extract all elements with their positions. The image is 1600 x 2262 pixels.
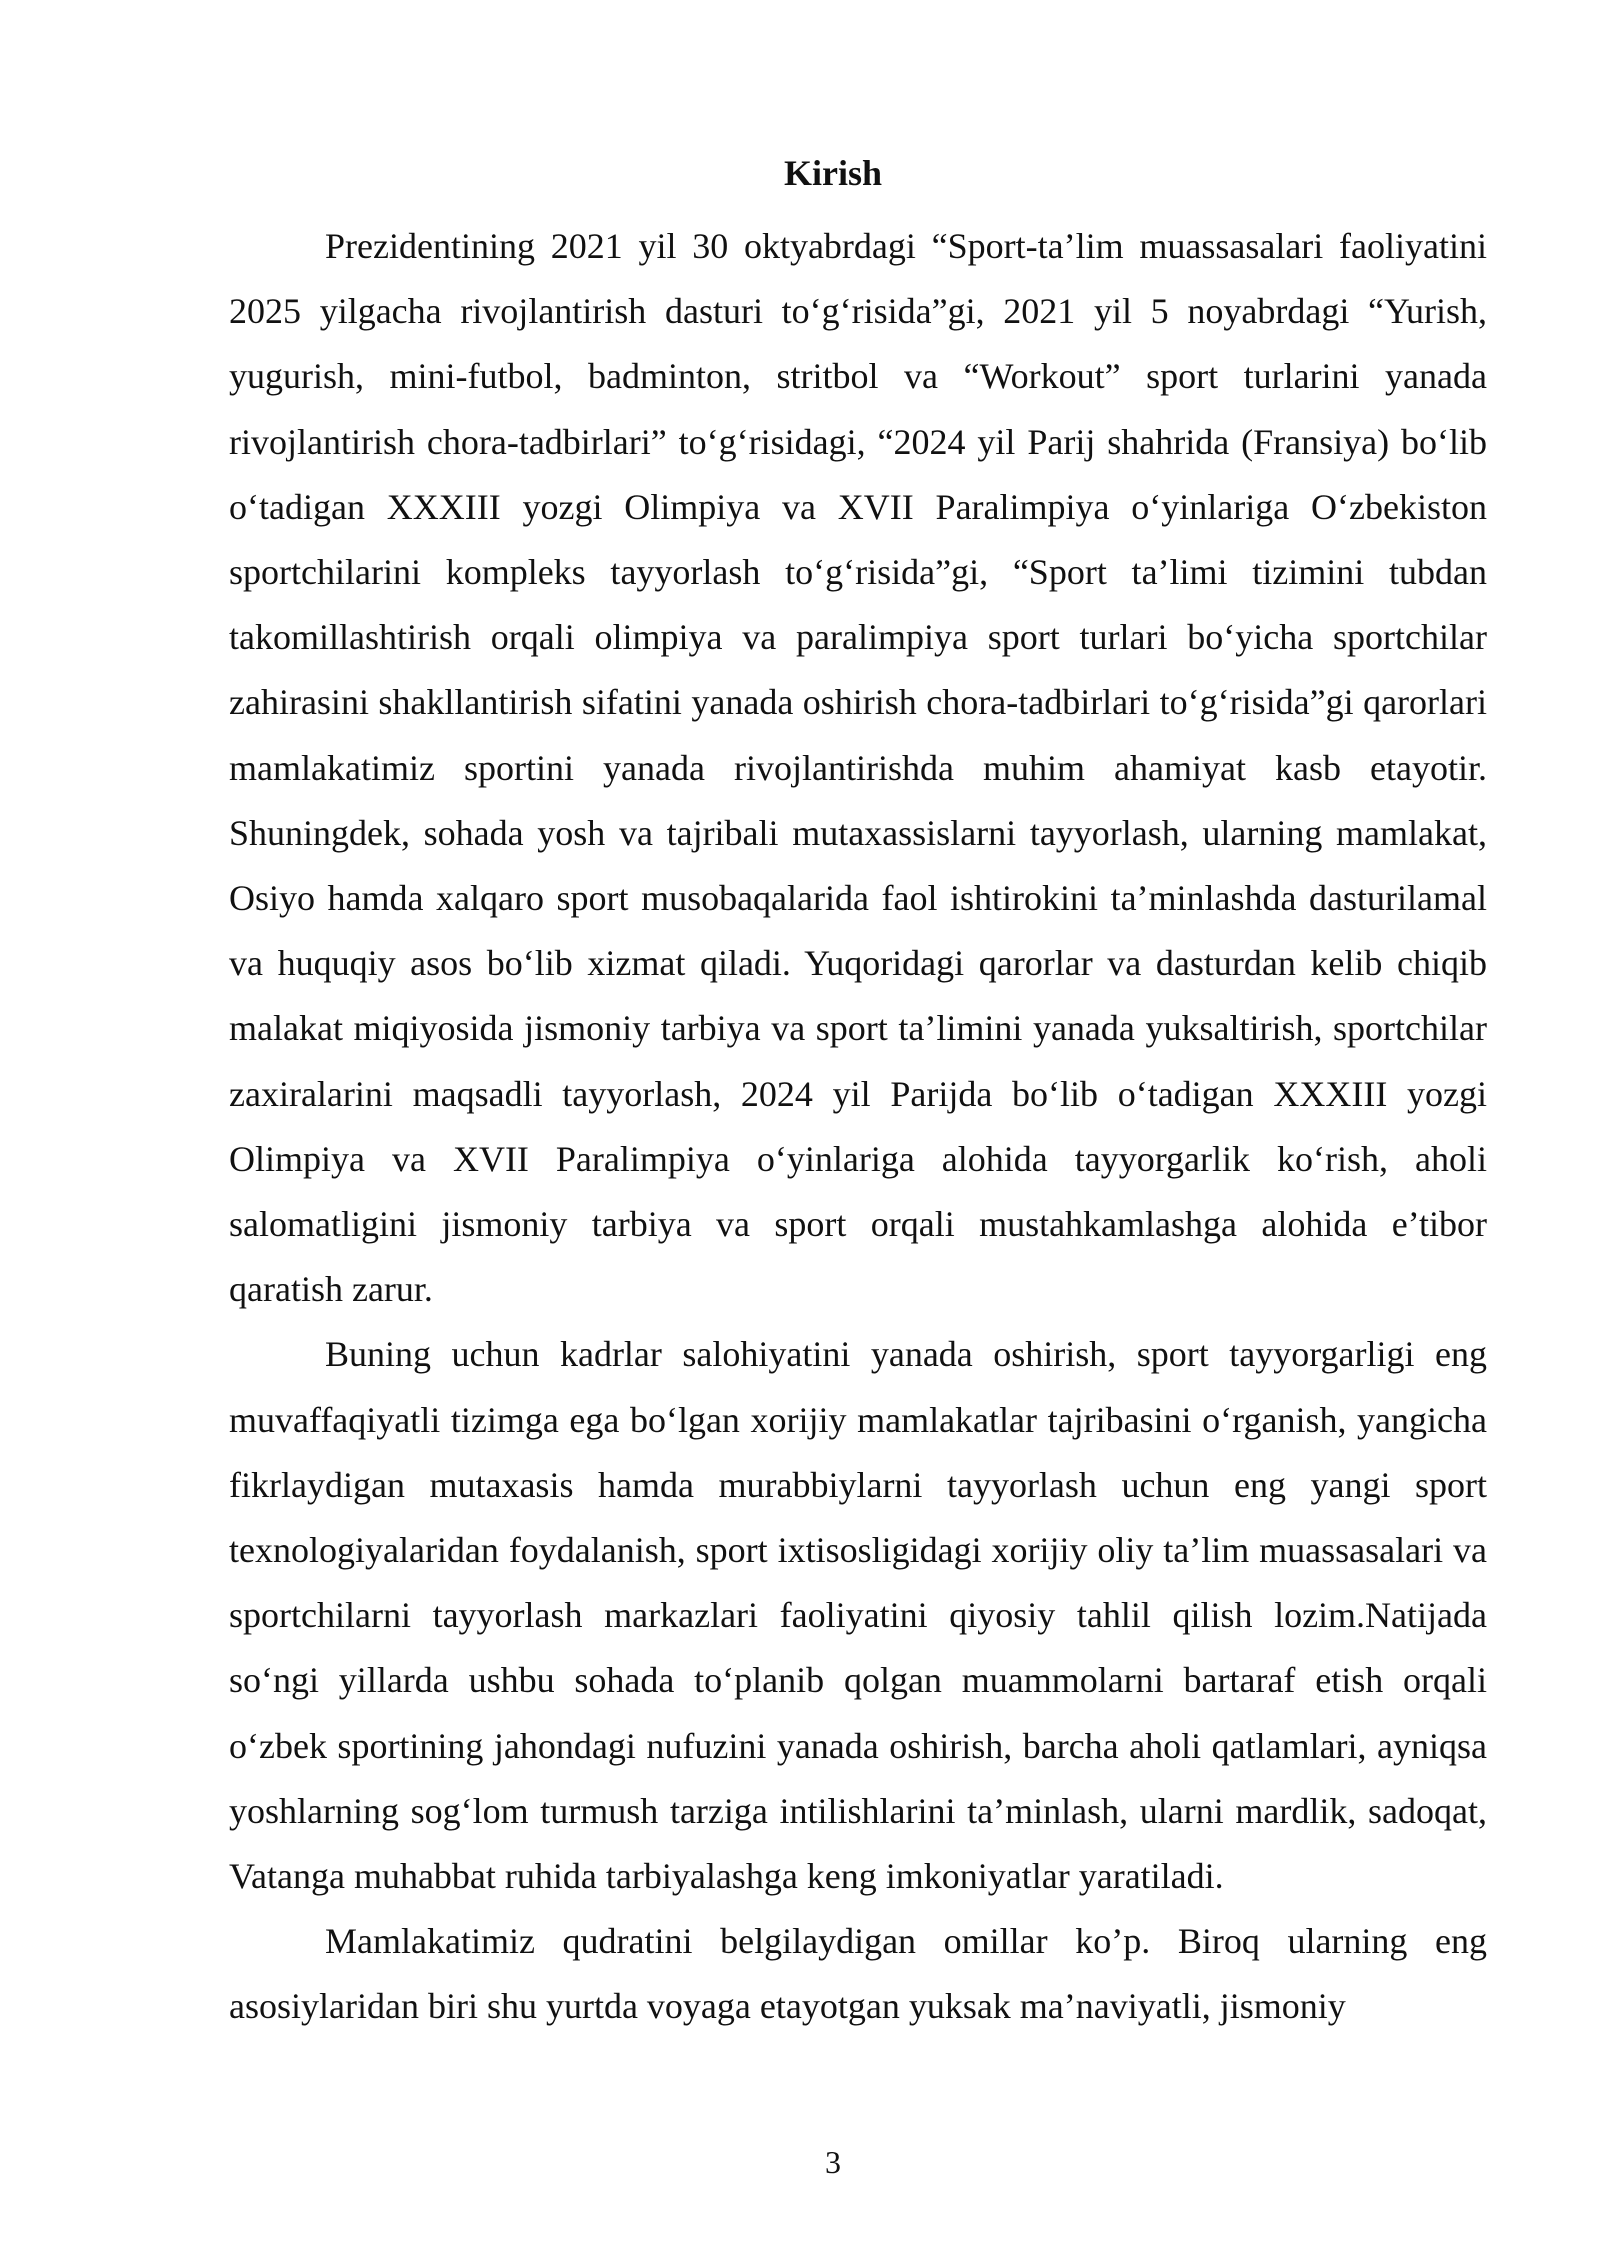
section-title: Kirish: [783, 153, 882, 193]
document-body: [229, 214, 1487, 2040]
paragraph-2: Buning uchun kadrlar salohiyatini yanada oshirish, sport tayyorgarligi eng muvaffaqiyatli tizimga ega bo‘lgan xorijiy mamlakatlar tajribasini o‘rganish, yangicha fikrlaydigan mutaxasis hamda murabbiylarni tayyorlash uchun eng yangi sport texnologiyalaridan foydalanish, sport ixtisosligidagi xorijiy oliy ta’lim muassasalari va sportchilarni tayyorlash markazlari faoliyatini qiyosiy tahlil qilish lozim.Natijada so‘ngi yillarda ushbu sohada to‘planib qolgan muammolarni bartaraf etish orqali o‘zbek sportining jahondagi nufuzini yanada oshirish, barcha aholi qatlamlari, ayniqsa yoshlarning sog‘lom turmush tarziga intilishlarini ta’minlash, ularni mardlik, sadoqat, Vatanga muhabbat ruhida tarbiyalashga keng imkoniyatlar yaratiladi.: [229, 1334, 1487, 1897]
paragraph-1: Prezidentining 2021 yil 30 oktyabrdagi “Sport-ta’lim muassasalari faoliyatini 2025 yilgacha rivojlantirish dasturi to‘g‘risida”gi, 2021 yil 5 noyabrdagi “Yurish, yugurish, mini-futbol, badminton, stritbol va “Workout” sport turlarini yanada rivojlantirish chora-tadbirlari” to‘g‘risidagi, “2024 yil Parij shahrida (Fransiya) bo‘lib o‘tadigan XXXIII yozgi Olimpiya va XVII Paralimpiya o‘yinlariga O‘zbekiston sportchilarini kompleks tayyorlash to‘g‘risida”gi, “Sport ta’limi tizimini tubdan takomillashtirish orqali olimpiya va paralimpiya sport turlari bo‘yicha sportchilar zahirasini shakllantirish sifatini yanada oshirish chora-tadbirlari to‘g‘risida”gi qarorlari mamlakatimiz sportini yanada rivojlantirishda muhim ahamiyat kasb etayotir. Shuningdek, sohada yosh va tajribali mutaxassislarni tayyorlash, ularning mamlakat, Osiyo hamda xalqaro sport musobaqalarida faol ishtirokini ta’minlashda dasturilamal va huquqiy asos bo‘lib xizmat qiladi. Yuqoridagi qarorlar va dasturdan kelib chiqib malakat miqiyosida jismoniy tarbiya va sport ta’limini yanada yuksaltirish, sportchilar zaxiralarini maqsadli tayyorlash, 2024 yil Parijda bo‘lib o‘tadigan XXXIII yozgi Olimpiya va XVII Paralimpiya o‘yinlariga alohida tayyorgarlik ko‘rish, aholi salomatligini jismoniy tarbiya va sport orqali mustahkamlashga alohida e’tibor qaratish zarur.: [229, 226, 1487, 1310]
paragraph-3: Mamlakatimiz qudratini belgilaydigan omillar ko’p. Biroq ularning eng asosiylaridan biri shu yurtda voyaga etayotgan yuksak ma’naviyatli, jismoniy: [229, 1921, 1487, 2027]
page-number: 3: [825, 2144, 841, 2180]
